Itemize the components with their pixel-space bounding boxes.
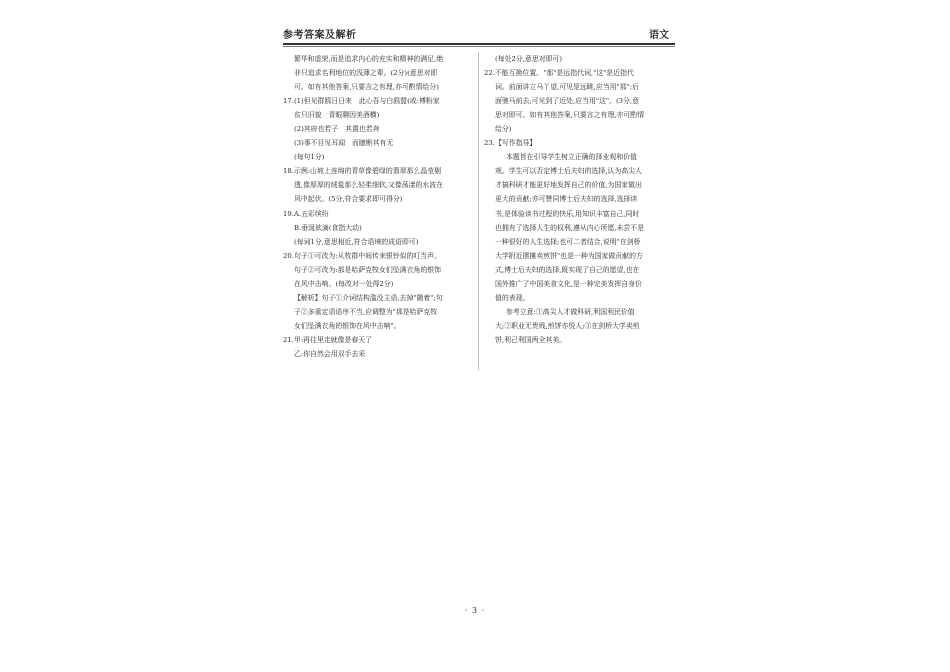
text-line: (2)其府也若子 其置也若奔 [294,125,380,134]
text-line: (3)事不目见耳闻 而臆断其有无 [294,139,394,148]
text-line: 18.示例:山坡上连绵的青草像碧绿的翡翠那么晶莹剔 [283,167,441,176]
text-line: 思对即可。如有其他答案,只要言之有理,亦可酌情 [495,111,645,120]
text-line: 给分) [495,125,512,134]
text-line: (每处2分,意思对即可) [495,55,563,63]
text-line: 风中起伏。(5分,符合要求即可得分) [294,195,403,204]
text-line: 可。如有其他答案,只要言之有理,亦可酌情给分) [294,83,439,92]
text-line: 21.甲:再往里走就像是春天了 [283,335,373,344]
text-line: 19.A.五彩缤纷 [283,209,329,218]
text-line: 式,博士后夫妇的选择,既实现了自己的愿望,也在 [495,265,640,274]
text-line: 贫只旧貌 青眼聊因美酒横) [294,111,380,120]
text-line: 子②多重定语语序不当,应调整为"那是哈萨克牧 [294,307,438,316]
text-line: 饼,利己利国两全其美。 [495,335,567,344]
text-line: 23.【写作指导】 [484,139,537,148]
text-line: 17.(1)但见群鸥日日来 此心吾与白鸥盟(或:傅粉家 [283,97,440,106]
right-column [484,52,674,347]
text-line: 22.不能互换位置。"那"是远指代词,"这"是近指代 [484,69,634,78]
text-line: (每句1分) [294,153,325,162]
left-column [283,52,473,361]
text-line: 女们坠满衣角的银饰在风中击响"。 [294,321,401,330]
text-line: 面驰马前去,可见到了近处,应当用"这"。(3分,意 [495,97,640,106]
text-line: 乙:你自然会用双手去采 [294,349,366,358]
text-line: 非只追求名利地位的浅薄之辈。(2分)(意思对即 [294,69,438,78]
text-line: 参考立意:①高尖人才做科研,利国利民价值 [506,307,635,316]
text-line: 更大的贡献;亦可赞同博士后夫妇的选择,选择读 [495,195,638,204]
text-line: 书,是体验读书过程的快乐,用知识丰富自己,同时 [495,209,640,218]
text-line: 值的表现。 [495,293,530,302]
header-rule [283,43,675,45]
text-line: 句子②可改为:那是哈萨克牧女们坠满衣角的银饰 [294,265,442,274]
text-line: 【解析】句子①介词结构滥没主语,去掉"随着";句 [294,293,443,302]
text-line: 在风中击响。(每改对一处得2分) [294,279,394,288]
header-rule-thin [283,46,675,47]
text-line: 一种很好的人生选择;也可二者结合,说明"在剑桥 [495,237,641,246]
page-header [283,26,675,44]
text-line: B.垂涎欲滴(食指大动) [294,223,362,232]
page-number: · 3 · [464,606,486,615]
text-line: 繁华和虚荣,而是追求内心的充实和精神的满足,绝 [294,55,444,63]
text-line: 20.句子①可改为:从牧群中间传来银铃似的叮当声。 [283,251,441,260]
header-subject: 语文 [649,30,669,41]
text-line: 也拥有了选择人生的权利,遵从内心所愿,未尝不是 [495,223,645,232]
text-line: 大学附近摆摊卖煎饼"也是一种为国家做贡献的方 [495,251,643,260]
column-divider [478,52,479,370]
text-line: 观。学生可以否定博士后夫妇的选择,认为高尖人 [495,167,642,176]
text-line: 本题旨在引导学生树立正确的择业观和价值 [506,153,637,162]
text-line: 才搞科研才能更好地发挥自己的价值,为国家做出 [495,181,642,190]
text-line: 词。前面讲立马丫望,可见是远眺,应当用"那";后 [495,83,639,92]
text-line: 国外推广了中国美食文化,是一种完美发挥自身价 [495,279,642,288]
text-line: 大;②职业无贵贱,煎饼亦悦人;③在剑桥大学卖煎 [495,321,640,330]
text-line: 透,像厚厚的绒毯那么轻柔细软,又像荡漾的水波在 [294,181,444,190]
header-title: 参考答案及解析 [283,30,357,41]
text-line: (每词1分,意思相近,符合语境的成语即可) [294,237,419,246]
